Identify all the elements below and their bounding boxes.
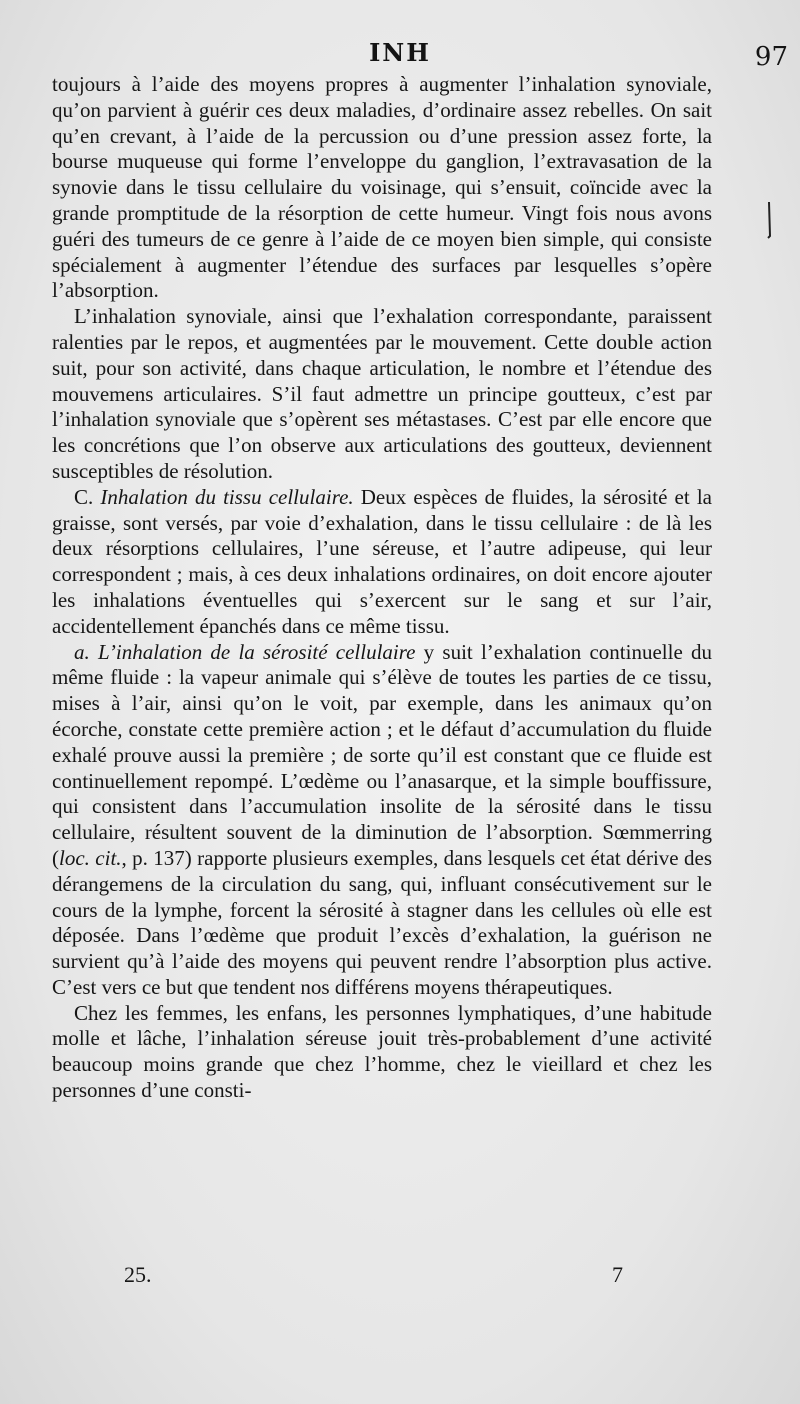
paragraph [52,485,712,640]
signature-mark: 25. [124,1262,152,1287]
margin-ink-mark [766,200,772,240]
italic-text: a. [74,639,98,664]
italic-text: loc. cit. [59,845,122,870]
running-title: INH [369,38,431,67]
text-segment: Deux espèces de fluides, la sérosité et la graisse, sont versés, par voie d’exhalation, dans le tissu cellulaire : de là les deux résorptions cellulaires, l’une séreuse, et l’autre adipeuse, qui leur correspondent ; mais, à ces deux inhalations ordinaires, on doit encore ajouter les inhalations éventuelles qui s’exercent sur le sang et sur l’air, accidentellement épanchés dans ce même tissu. [52,484,712,638]
text-segment: , p. 137) rapporte plusieurs exemples, dans lesquels cet état dérive des dérangemens de la circulation du sang, qui, influant consécutivement sur le cours de la lymphe, forcent la sérosité à stagner dans les cellules où elle est déposée. Dans l’œdème que produit l’excès d’exhalation, la guérison ne survient qu’à l’aide des moyens qui peuvent rendre l’absorption plus active. C’est vers ce but que tendent nos différens moyens thérapeutiques. [52,845,712,999]
paragraph [52,1001,712,1104]
page-number: 97 [754,42,788,72]
italic-text: L’inhalation de la sérosité cellulaire [97,639,416,664]
text-segment: C. [74,484,101,509]
paragraph [52,304,712,485]
text-segment: y suit l’exhalation continuelle du même fluide : la vapeur animale qui s’élève de toutes les parties de ce tissu, mises à l’air, ainsi qu’on le voit, par exemple, dans les animaux qu’on écorche, constate cette première action ; et le défaut d’accumulation du fluide exhalé prouve aussi la première ; de sorte qu’il est constant que ce fluide est continuellement repompé. L’œdème ou l’anasarque, et la simple bouffissure, qui consistent dans l’accumulation insolite de la sérosité dans le tissu cellulaire, résultent souvent de la diminution de l’absorption. Sœmmerring ( [52,639,712,870]
page-footer [0,1262,800,1296]
text-segment: toujours à l’aide des moyens propres à augmenter l’inhalation synoviale, qu’on parvient à guérir ces deux maladies, d’ordinaire assez rebelles. On sait qu’en crevant, à l’aide de la percussion ou d’une pression assez forte, la bourse muqueuse qui forme l’enveloppe du ganglion, l’extravasation de la synovie dans le tissu cellulaire du voisinage, qui s’ensuit, coïncide avec la grande promptitude de la résorption de cette humeur. Vingt fois nous avons guéri des tumeurs de ce genre à l’aide de ce moyen bien simple, qui consiste spécialement à augmenter l’étendue des surfaces par lesquelles s’opère l’absorption. [52,72,712,303]
sheet-mark: 7 [612,1262,623,1287]
text-segment: Chez les femmes, les enfans, les personnes lymphatiques, d’une habitude molle et lâche, l’inhalation séreuse jouit très-probablement d’une activité beaucoup moins grande que chez l’homme, chez le vieillard et chez les personnes d’une consti- [52,1000,712,1103]
italic-text: Inhalation du tissu cellulaire. [100,484,354,509]
paragraph [52,640,712,1001]
paragraph [52,72,712,304]
body-text [52,72,712,1104]
text-segment: L’inhalation synoviale, ainsi que l’exhalation correspondante, paraissent ralenties par le repos, et augmentées par le mouvement. Cette double action suit, pour son activité, dans chaque articulation, le nombre et l’étendue des mouvemens articulaires. S’il faut admettre un principe goutteux, c’est par l’inhalation synoviale que s’opèrent ses métastases. C’est par elle encore que les concrétions que l’on observe aux articulations des goutteux, deviennent susceptibles de résolution. [52,304,712,483]
